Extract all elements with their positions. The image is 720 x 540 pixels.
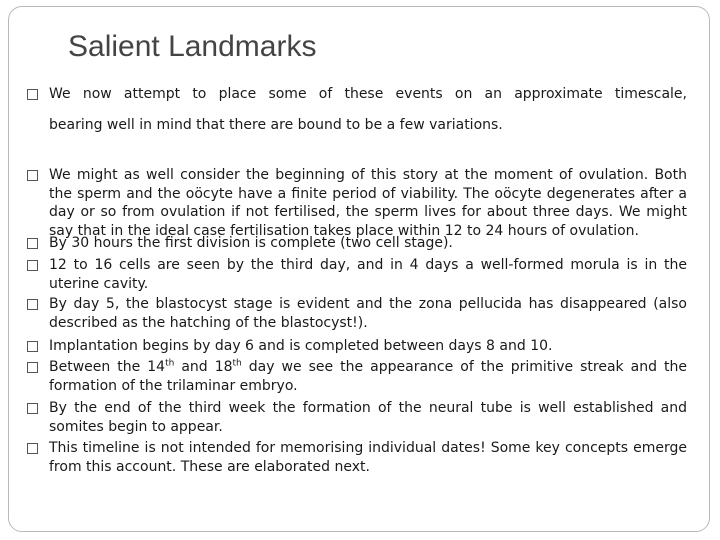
square-bullet-icon bbox=[27, 170, 38, 181]
bullet-item bbox=[27, 358, 687, 395]
bullet-item bbox=[27, 166, 687, 240]
bullet-text: We might as well consider the beginning of this story at the moment of ovulation. Both the sperm and the oöcyte have a finite period of viability. The oöcyte degenerates after a day or so from ovulation if not fertilised, the sperm lives for about three days. We might say that in the ideal case fertilisation takes place within 12 to 24 hours of ovulation. bbox=[49, 167, 687, 239]
square-bullet-icon bbox=[27, 89, 38, 100]
square-bullet-icon bbox=[27, 238, 38, 249]
bullet-item bbox=[27, 85, 687, 134]
bullet-text: This timeline is not intended for memorising individual dates! Some key concepts emerge from this account. These are elaborated next. bbox=[49, 440, 687, 475]
square-bullet-icon bbox=[27, 443, 38, 454]
bullet-item bbox=[27, 399, 687, 436]
bullet-text-part: and 18 bbox=[174, 359, 233, 375]
bullet-item bbox=[27, 439, 687, 476]
bullet-text-part: Between the 14 bbox=[49, 359, 166, 375]
square-bullet-icon bbox=[27, 341, 38, 352]
slide-title: Salient Landmarks bbox=[68, 30, 317, 63]
square-bullet-icon bbox=[27, 403, 38, 414]
bullet-text-continued: bearing well in mind that there are bound to be a few variations. bbox=[49, 116, 503, 133]
bullet-text bbox=[49, 358, 687, 395]
bullet-text: Implantation begins by day 6 and is completed between days 8 and 10. bbox=[49, 338, 553, 354]
ordinal-superscript: th bbox=[232, 358, 242, 369]
bullet-text: 12 to 16 cells are seen by the third day, and in 4 days a well-formed morula is in the uterine cavity. bbox=[49, 257, 687, 292]
ordinal-superscript: th bbox=[165, 358, 175, 369]
bullet-item bbox=[27, 256, 687, 293]
bullet-text: By day 5, the blastocyst stage is evident and the zona pellucida has disappeared (also described as the hatching of the blastocyst!). bbox=[49, 296, 687, 331]
bullet-text: By the end of the third week the formation of the neural tube is well established and somites begin to appear. bbox=[49, 400, 687, 435]
square-bullet-icon bbox=[27, 362, 38, 373]
bullet-text: By 30 hours the first division is complete (two cell stage). bbox=[49, 235, 453, 251]
square-bullet-icon bbox=[27, 299, 38, 310]
square-bullet-icon bbox=[27, 260, 38, 271]
bullet-text: We now attempt to place some of these events on an approximate timescale, bbox=[49, 86, 687, 102]
bullet-item bbox=[27, 337, 687, 356]
bullet-item bbox=[27, 295, 687, 332]
bullet-item bbox=[27, 234, 687, 253]
bullet-text-part: day we see the appearance of the primitive streak and the formation of the trilaminar embryo. bbox=[49, 359, 688, 394]
